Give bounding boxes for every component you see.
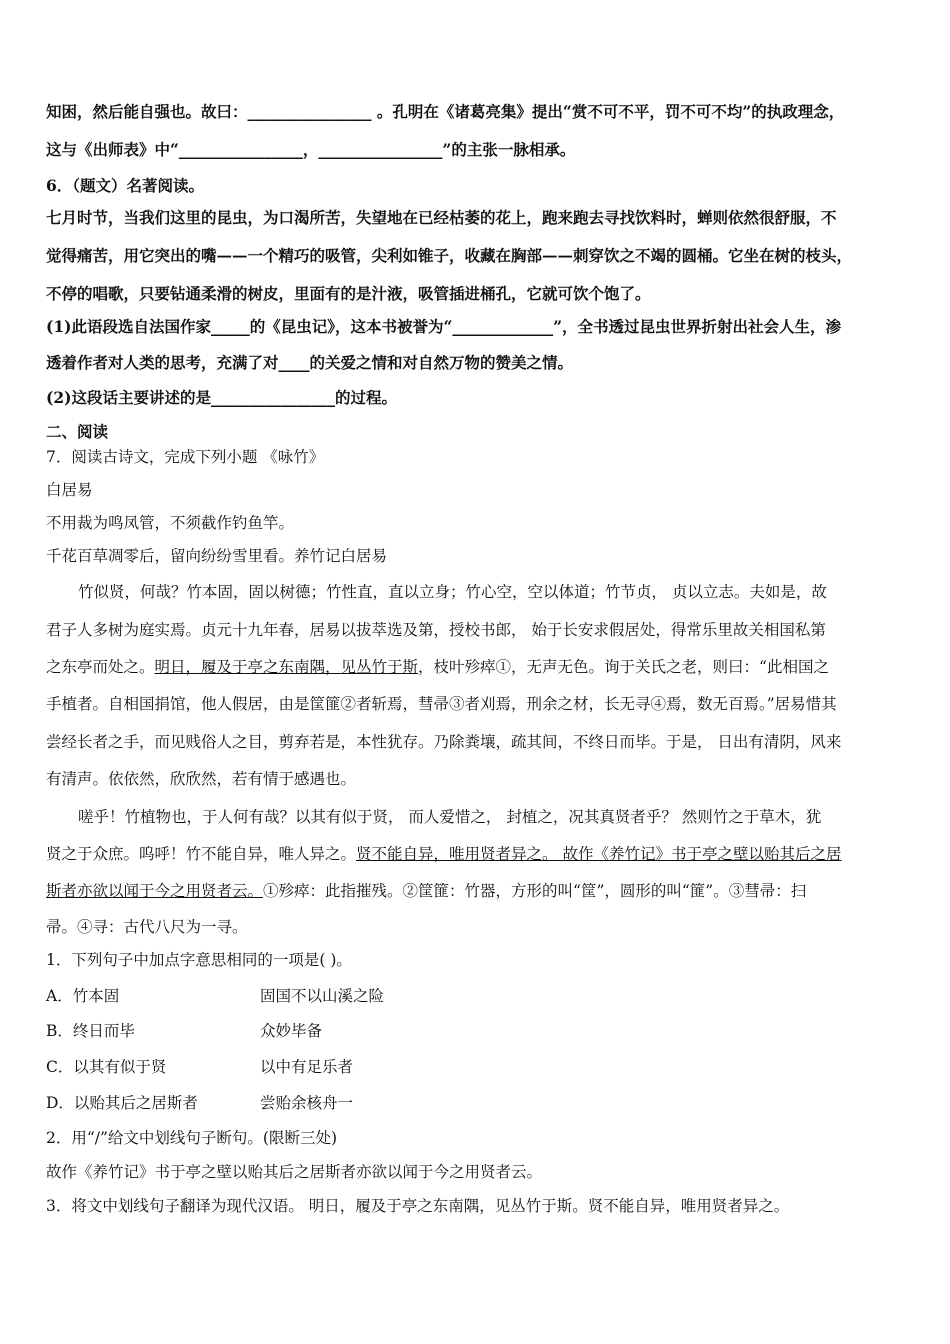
- text-line: 手植者。自相国捐馆，他人假居，由是筐篚②者斩焉，彗帚③者刈焉，刑余之材，长无寻④焉，数无百焉。”居易惜其: [46, 695, 837, 713]
- text-line: [46, 656, 829, 678]
- text-line: [46, 843, 841, 865]
- text-line: 透着作者对人类的思考，充满了对____的关爱之情和对自然万物的赞美之情。: [46, 353, 574, 372]
- poem-line: 千花百草凋零后，留向纷纷雪里看。养竹记白居易: [46, 547, 388, 565]
- option-d-label: D．以贻其后之居斯者: [46, 1094, 198, 1112]
- question-6-title: 6．（题文）名著阅读。: [46, 176, 205, 195]
- option-b-pair: 众妙毕备: [260, 1022, 323, 1040]
- section-heading: 二、阅读: [46, 422, 109, 441]
- text-line: 七月时节，当我们这里的昆虫，为口渴所苦，失望地在已经枯萎的花上，跑来跑去寻找饮料时，蝉则依然很舒服，不: [46, 208, 837, 227]
- text-line: [46, 880, 806, 902]
- text-span: ，枝叶殄瘁①，无声无色。询于关氏之老，则曰：“此相国之: [418, 658, 829, 676]
- text-line: 这与《出师表》中“________________，________________”的主张一脉相承。: [46, 140, 576, 159]
- option-c-label: C．以其有似于贤: [46, 1058, 167, 1076]
- text-span: 贤之于众庶。呜呼！竹不能自异，唯人异之。: [46, 845, 357, 863]
- text-line: 帚。④寻：古代八尺为一寻。: [46, 918, 248, 936]
- underlined-sentence: 斯者亦欲以闻于今之用贤者云。: [46, 882, 264, 900]
- underlined-sentence: 明日，履及于亭之东南隅，见丛竹于斯: [154, 658, 419, 676]
- text-line: (1)此语段选自法国作家_____的《昆虫记》，这本书被誉为“_____________”，全书透过昆虫世界折射出社会人生，渗: [46, 317, 842, 336]
- text-line: 故作《养竹记》书于亭之壁以贻其后之居斯者亦欲以闻于今之用贤者云。: [46, 1163, 543, 1181]
- question-7-title: 7．阅读古诗文，完成下列小题 《咏竹》: [46, 448, 325, 466]
- text-line: 不停的唱歌，只要钻通柔滑的树皮，里面有的是汁液，吸管插进桶孔，它就可饮个饱了。: [46, 284, 651, 303]
- poem-author: 白居易: [46, 481, 93, 499]
- text-line: 知困，然后能自强也。故曰：________________ 。孔明在《诸葛亮集》提出“赏不可不平，罚不可不均”的执政理念，: [46, 102, 845, 121]
- text-line: 觉得痛苦，用它突出的嘴——一个精巧的吸管，尖利如锥子，收藏在胸部——刺穿饮之不竭的圆桶。它坐在树的枝头，: [46, 246, 853, 265]
- sub-question-2: 2．用“/”给文中划线句子断句。(限断三处): [46, 1129, 338, 1147]
- text-line: 尝经长者之手，而见贱俗人之目，剪弃若是，本性犹存。乃除粪壤，疏其间，不终日而毕。于是， 日出有清阴，风来: [46, 733, 842, 751]
- option-c-pair: 以中有足乐者: [260, 1058, 354, 1076]
- option-a-label: A．竹本固: [46, 987, 120, 1005]
- text-line: 君子人多树为庭实焉。贞元十九年春，居易以拔萃选及第，授校书郎， 始于长安求假居处，得常乐里故关相国私第: [46, 621, 826, 639]
- text-line: 嗟乎！竹植物也，于人何有哉？以其有似于贤， 而人爱惜之， 封植之，况其真贤者乎？ 然则竹之于草木，犹: [78, 808, 822, 826]
- text-line: 竹似贤，何哉？竹本固，固以树德；竹性直，直以立身；竹心空，空以体道；竹节贞， 贞以立志。夫如是，故: [78, 583, 827, 601]
- option-a-pair: 固国不以山溪之险: [260, 987, 385, 1005]
- option-d-pair: 尝贻余核舟一: [260, 1094, 354, 1112]
- sub-question-1: 1．下列句子中加点字意思相同的一项是( )。: [46, 951, 352, 969]
- text-line: 有清声。依依然，欣欣然，若有情于感遇也。: [46, 770, 357, 788]
- poem-line: 不用裁为鸣凤管，不须截作钓鱼竿。: [46, 514, 295, 532]
- text-line: (2)这段话主要讲述的是________________的过程。: [46, 388, 397, 407]
- underlined-sentence: 贤不能自异，唯用贤者异之。 故作《养竹记》书于亭之壁以贻其后之居: [356, 845, 842, 863]
- text-span: 之东亭而处之。: [46, 658, 155, 676]
- sub-question-3: 3．将文中划线句子翻译为现代汉语。 明日，履及于亭之东南隅，见丛竹于斯。贤不能自异，唯用贤者异之。: [46, 1197, 790, 1215]
- option-b-label: B．终日而毕: [46, 1022, 135, 1040]
- text-span: ①殄瘁：此指摧残。②筐篚：竹器，方形的叫“筐”，圆形的叫“篚”。③彗帚：扫: [263, 882, 807, 900]
